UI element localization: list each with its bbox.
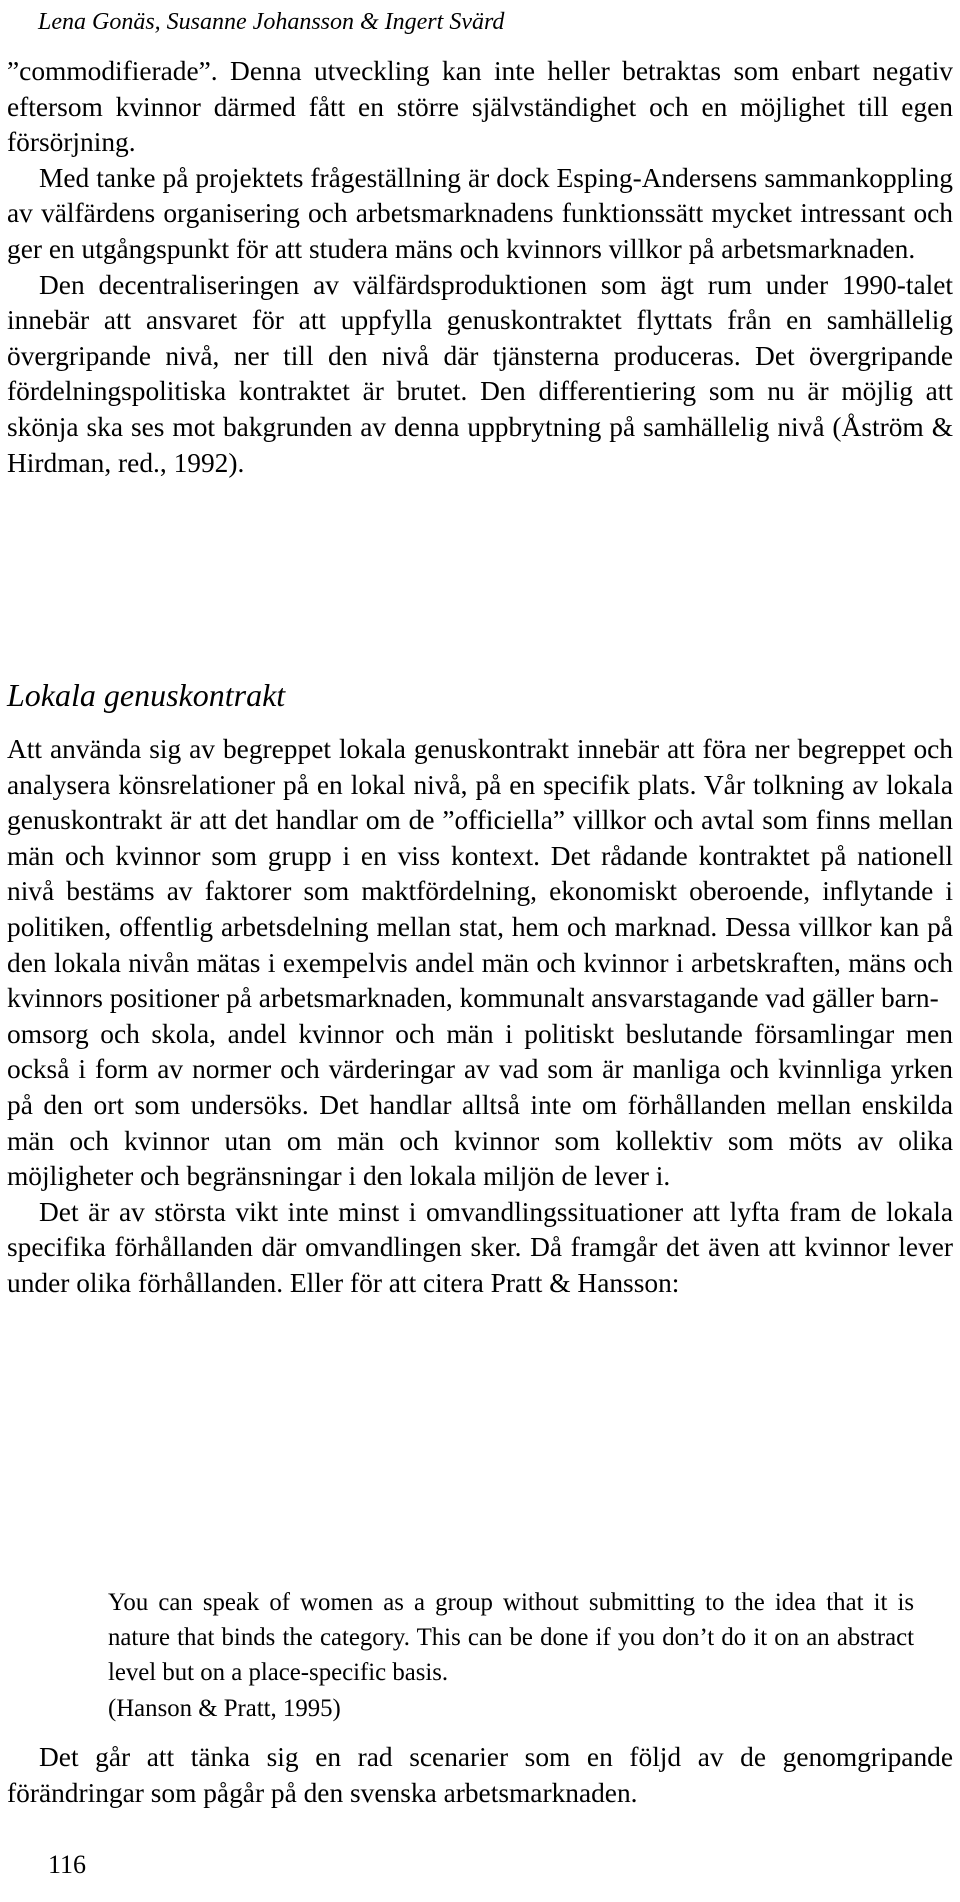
paragraph-commodified: ”commodifierade”. Denna utveckling kan inte heller betraktas som enbart negativ eftersom kvinnor därmed fått en större självständighet och en möjlighet till egen försörjning. <box>7 56 953 158</box>
running-header-authors: Lena Gonäs, Susanne Johansson & Ingert Svärd <box>38 9 505 35</box>
quote-citation: (Hanson & Pratt, 1995) <box>108 1694 341 1722</box>
section-heading: Lokala genuskontrakt <box>7 677 286 713</box>
paragraph-local-contract-continued: omsorg och skola, andel kvinnor och män i politiskt beslutande församlingar men också i form av normer och värderingar av vad som är manliga och kvinnliga yrken på den ort som undersöks. Det handlar alltså inte om förhållanden mellan enskilda män och kvinnor utan om män och kvinnor som kollektiv som möts av olika möjligheter och begränsningar i den lokala miljön de lever i. <box>7 1018 953 1192</box>
paragraph-transformation: Det är av största vikt inte minst i omvandlingssituationer att lyfta fram de lokala specifika förhållanden där omvandlingen sker. Då framgår det även att kvinnor lever under olika förhållanden. Eller för att citera Pratt & Hansson: <box>7 1196 953 1298</box>
text-block-local-contracts <box>7 732 953 1302</box>
paragraph-decentralisation: Den decentraliseringen av välfärdsproduktionen som ägt rum under 1990-talet innebär att ansvaret för att uppfylla genuskontraktet flyttats från en samhällelig övergripande nivå, ner till den nivå där tjänsterna produceras. Det övergripande fördelningspolitiska kontraktet är brutet. Den differentiering som nu är möjlig att skönja ska ses mot bakgrunden av denna uppbrytning på samhällelig nivå (Åström & Hirdman, red., 1992). <box>7 269 953 478</box>
quote-text: You can speak of women as a group without submitting to the idea that it is nature that binds the category. This can be done if you don’t do it on an abstract level but on a place-specific basis. <box>108 1589 914 1687</box>
block-quote <box>108 1585 914 1726</box>
paragraph-scenarios: Det går att tänka sig en rad scenarier som en följd av de genomgripande förändringar som pågår på den svenska arbetsmarknaden. <box>7 1742 953 1808</box>
paragraph-local-contract-definition: Att använda sig av begreppet lokala genuskontrakt innebär att föra ner begreppet och analysera könsrelationer på en lokal nivå, på en specifik plats. Vår tolkning av lokala genuskontrakt är att det handlar om de ”officiella” villkor och avtal som finns mellan män och kvinnor som grupp i en viss kontext. Det rådande kontraktet på nationell nivå bestäms av faktorer som maktfördelning, ekonomiskt oberoende, inflytande i politiken, offentlig arbetsdelning mellan stat, hem och marknad. Dessa villkor kan på den lokala nivån mätas i exempelvis andel män och kvinnor i arbetskraften, mäns och kvinnors positioner på arbetsmarknaden, kommunalt ansvarstagande vad gäller barn- <box>7 734 953 1014</box>
paragraph-esping-andersen: Med tanke på projektets frågeställning är dock Esping-Andersens sammankoppling av välfärdens organisering och arbetsmarknadens funktionssätt mycket intressant och ger en utgångspunkt för att studera mäns och kvinnors villkor på arbetsmarknaden. <box>7 162 953 264</box>
page-number: 116 <box>48 1850 87 1879</box>
text-block-intro <box>7 54 953 481</box>
text-block-scenarios <box>7 1740 953 1811</box>
